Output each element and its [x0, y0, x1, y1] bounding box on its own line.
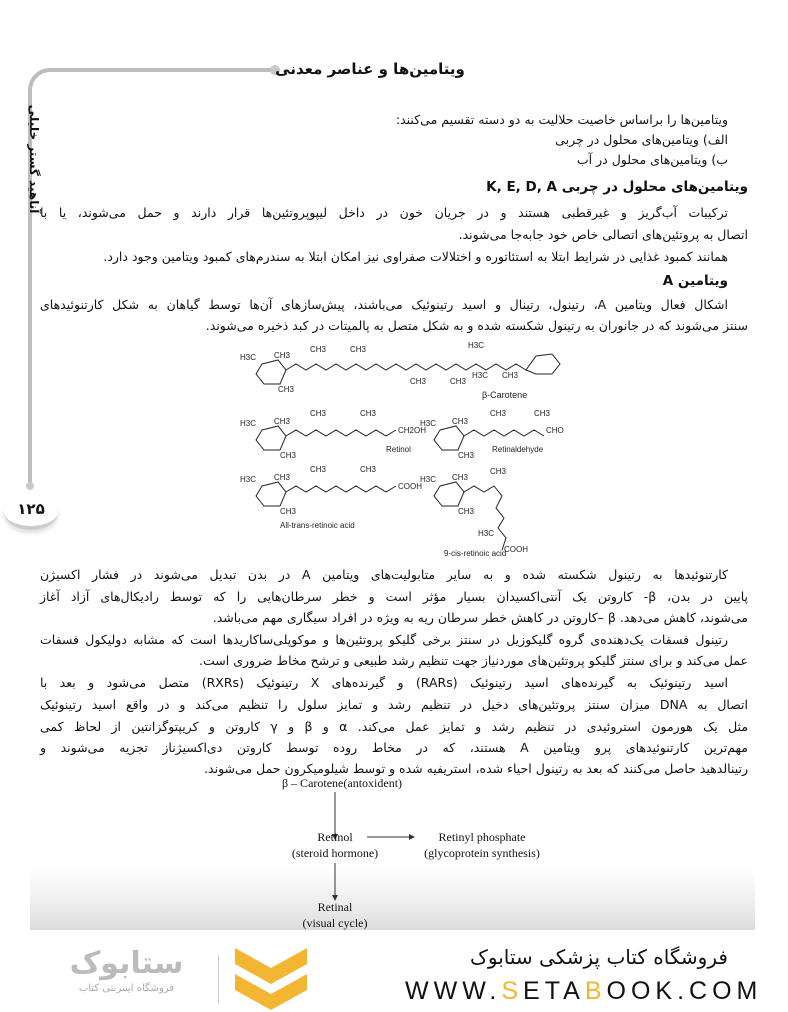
logo-divider: [218, 955, 219, 1003]
svg-text:CH3: CH3: [310, 345, 327, 354]
chevron-logo-icon: [235, 948, 307, 1010]
pathway-retinol: Retinol: [317, 830, 353, 844]
paragraph-line: مهم‌ترین کارتنوئیدهای پرو ویتامین A هستند، که در مخاط روده توسط کاروتن دی‌اکسیژناز تجزیه می‌شوند و: [40, 740, 748, 755]
pathway-retinal-role: (visual cycle): [302, 916, 368, 930]
pathway-retinol-role: (steroid hormone): [291, 846, 379, 860]
9-cis-retinoic-acid-structure: [420, 467, 528, 558]
arrow-right-icon: [367, 832, 417, 842]
svg-text:CH2OH: CH2OH: [398, 426, 427, 435]
store-url[interactable]: WWW.SETABOOK.COM: [405, 977, 763, 1005]
beta-carotene-structure: [240, 341, 560, 400]
paragraph-line: همانند کمبود غذایی در شرایط ابتلا به استئاتوره و اختلالات صفراوی نیز امکان ابتلا به سندرم‌های کمبود ویتامین وجود دارد.: [103, 249, 728, 264]
fade-band: [30, 868, 755, 930]
retinaldehyde-label: Retinaldehyde: [492, 445, 544, 454]
retinaldehyde-structure: [420, 409, 564, 460]
page-number: ۱۲۵: [4, 494, 58, 530]
paragraph-line: کارتنوئیدها به رتینول شکسته شده و به سایر متابولیت‌های ویتامین A در بدن تبدیل می‌شوند در فشار اکسیژن: [40, 567, 728, 582]
svg-text:H3C: H3C: [420, 419, 437, 428]
header-rule: [48, 68, 273, 72]
paragraph-line: اشکال فعال ویتامین A، رتینول، رتینال و اسید رتینوئیک می‌باشند، پیش‌سازهای آن‌ها توسط گیاهان به شکل کارتنوئیدهای: [40, 297, 728, 312]
pathway-carotene: β – Carotene(antoxident): [281, 776, 403, 790]
all-trans-retinoic-acid-structure: [240, 465, 422, 530]
paragraph-line: ترکیبات آب‌گریز و غیرقطبی هستند و در جریان خون در داخل لیپوپروتئین‌ها قرار دارند و حمل می‌شوند، یا با: [40, 205, 728, 220]
svg-text:CH3: CH3: [310, 409, 327, 418]
paragraph-line: رتینول فسفات یک‌دهنده‌ی گروه گلیکوزیل در سنتز برخی گلیکو پروتئین‌ها و موکوپلی‌ساکاریدها است که مشابه دولیکول فسفات: [40, 632, 728, 647]
setabook-logo: [64, 945, 189, 1005]
paragraph-line: پایین در بدن، β- کاروتن یک آنتی‌اکسیدان بسیار مؤثر است و خطر سرطان‌هایی را که توسط رادیکال‌های آزاد آغاز: [40, 589, 748, 604]
all-trans-label: All-trans-retinoic acid: [280, 521, 355, 530]
svg-text:H3C: H3C: [420, 475, 437, 484]
svg-text:CH3: CH3: [458, 507, 475, 516]
beta-carotene-label: β-Carotene: [482, 390, 528, 400]
paragraph-line: اتصال به پروتئین‌های اتصالی خاص خود جابه‌جا می‌شوند.: [458, 227, 748, 242]
svg-text:H3C: H3C: [240, 475, 257, 484]
svg-text:CH3: CH3: [360, 465, 377, 474]
pathway-retinyl-role: (glycoprotein synthesis): [424, 846, 540, 860]
pathway-retinal: Retinal: [317, 900, 353, 914]
svg-text:CH3: CH3: [410, 377, 427, 386]
vitamin-a-structures-figure: [240, 340, 570, 560]
svg-text:CH3: CH3: [274, 351, 291, 360]
svg-text:CH3: CH3: [274, 473, 291, 482]
svg-text:CH3: CH3: [452, 417, 469, 426]
paragraph-line: سنتز می‌شوند که در جانوران به رتینول شکسته شده و به شکل متصل به پالمیتات در کبد ذخیره می‌شوند.: [205, 318, 748, 333]
9-cis-label: 9-cis-retinoic acid: [444, 549, 507, 558]
svg-text:CH3: CH3: [280, 507, 297, 516]
svg-text:H3C: H3C: [240, 353, 257, 362]
svg-text:COOH: COOH: [504, 545, 528, 554]
store-name: فروشگاه کتاب پزشکی ستابوک: [470, 945, 728, 969]
list-item-b: ب) ویتامین‌های محلول در آب: [576, 152, 728, 167]
section-heading-fat-soluble: ویتامین‌های محلول در چربی K, E, D, A: [486, 179, 748, 195]
svg-text:CHO: CHO: [546, 426, 564, 435]
svg-text:COOH: COOH: [398, 482, 422, 491]
svg-text:H3C: H3C: [468, 341, 485, 350]
svg-text:CH3: CH3: [452, 473, 469, 482]
paragraph-line: عمل می‌کند و برای سنتز گلیکو پروتئین‌های موردنیاز جهت تنظیم رشد طبیعی و ترشح مخاط ضروری است.: [199, 653, 748, 668]
svg-text:H3C: H3C: [478, 529, 495, 538]
svg-text:CH3: CH3: [458, 451, 475, 460]
svg-text:CH3: CH3: [350, 345, 367, 354]
logo-subtitle: فروشگاه اینترنتی کتاب: [78, 983, 175, 994]
svg-text:CH3: CH3: [280, 451, 297, 460]
paragraph-line: اتصال به DNA میزان سنتز پروتئین‌های دخیل در تنظیم رشد و تمایز سلول را تنظیم می‌کند و در واقع اسید رتینوئیک: [40, 697, 748, 712]
svg-text:CH3: CH3: [534, 409, 551, 418]
paragraph-line: اسید رتینوئیک به گیرنده‌های اسید رتینوئیک (RARs) و گیرنده‌های X رتینوئیک (RXRs) متصل می‌شود و بعد با: [40, 675, 729, 690]
pathway-retinyl-phosphate: Retinyl phosphate: [438, 830, 526, 844]
svg-text:CH3: CH3: [490, 409, 507, 418]
author-side-label: آناهید گستر خلیلی: [27, 104, 41, 214]
svg-text:CH3: CH3: [360, 409, 377, 418]
retinol-structure: [240, 409, 426, 460]
svg-text:CH3: CH3: [490, 467, 507, 476]
svg-text:H3C: H3C: [472, 371, 489, 380]
svg-text:CH3: CH3: [278, 385, 295, 394]
section-heading-vitamin-a: ویتامین A: [662, 273, 728, 289]
list-item-a: الف) ویتامین‌های محلول در چربی: [555, 132, 728, 147]
retinol-label: Retinol: [386, 445, 411, 454]
paragraph-line: می‌شوند، کاهش می‌دهد. β –کاروتن در کاهش خطر سرطان ریه به ویژه در افراد سیگاری مهم می‌باشد.: [212, 610, 748, 625]
paragraph-line: مثل یک هورمون استروئیدی در تنظیم رشد و تمایز عمل می‌کند. α و β و γ کاروتن و کریپتوگزانتین از لحاظ کمی: [40, 719, 749, 734]
svg-text:H3C: H3C: [240, 419, 257, 428]
svg-text:CH3: CH3: [502, 371, 519, 380]
svg-text:CH3: CH3: [274, 417, 291, 426]
svg-text:CH3: CH3: [310, 465, 327, 474]
paragraph-line: رتینالدهید حاصل می‌کنند که بعد به رتینول احیاء شده، استریفیه شده و توسط شیلومیکرون حمل می‌شوند.: [204, 761, 748, 776]
svg-text:CH3: CH3: [450, 377, 467, 386]
page-title: ویتامین‌ها و عناصر معدنی: [275, 60, 465, 78]
arrow-down-icon: [330, 863, 340, 903]
side-rule-dot: [26, 482, 34, 490]
intro-text: ویتامین‌ها را براساس خاصیت حلالیت به دو دسته تقسیم می‌کنند:: [395, 112, 728, 127]
logo-text: ستابوک: [69, 946, 184, 981]
